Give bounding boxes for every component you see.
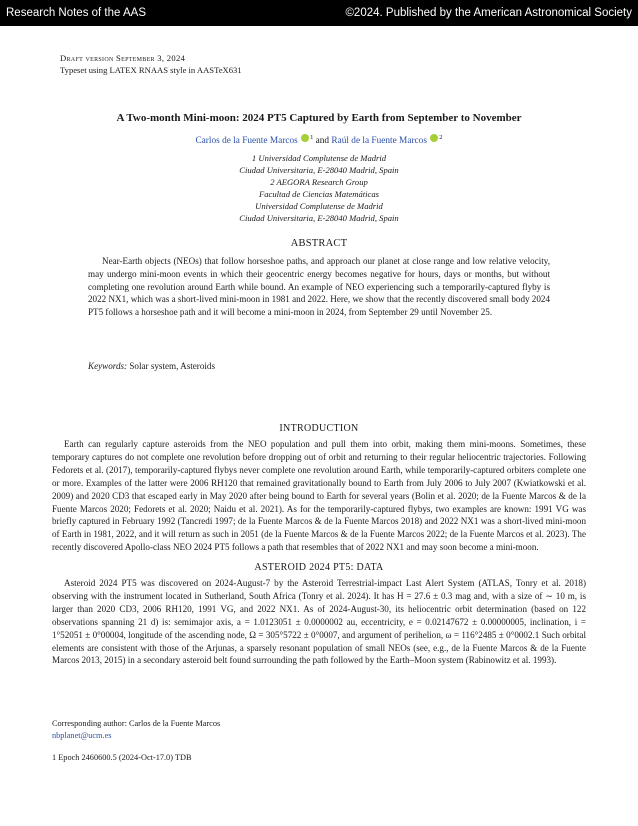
data-section-text: Asteroid 2024 PT5 was discovered on 2024-August-7 by the Asteroid Terrestrial-impact Last Alert System (ATLAS, Tonry et al. 2018) observing with the instrument located in Sutherland, South Africa (Tonry et al. 2024). It has H = 27.6 ± 0.3 mag and, with a size of ∼ 10 m, is larger than 2020 CD3, 2006 RH120, 1991 VG, and 2022 NX1. As of 2024-August-30, its heliocentric orbit determination (based on 122 observations spanning 21 d) is: semimajor axis, a = 1.0123051 ± 0.0000002 au, eccentricity, e = 0.02147672 ± 0.00000005, inclination, i = 1°52051 ± 0°00004, longitude of the ascending node, Ω = 305°5722 ± 0°0007, and argument of perihelion, ω = 116°2485 ± 0°0002.1 Such orbital elements are consistent with those of the Arjunas, a sparsely resonant population of small NEOs (see, e.g., de la Fuente Marcos & de la Fuente Marcos 2013, 2015) in a secondary asteroid belt found surrounding the path followed by the Earth–Moon system (Rabinowitz et al. 1993). xyxy=(52,578,586,666)
typeset-note: Typeset using LATEX RNAAS style in AASTeX631 xyxy=(60,65,242,75)
footnote: 1 Epoch 2460600.5 (2024-Oct-17.0) TDB xyxy=(52,753,192,762)
corresponding-author: Corresponding author: Carlos de la Fuente Marcos xyxy=(52,719,221,728)
orcid-icon[interactable] xyxy=(430,134,438,142)
abstract-heading: ABSTRACT xyxy=(290,238,348,249)
affiliation-line: Universidad Complutense de Madrid xyxy=(255,201,383,211)
intro-heading: INTRODUCTION xyxy=(279,423,359,434)
draft-info xyxy=(60,52,242,76)
author-1-link[interactable]: Carlos de la Fuente Marcos xyxy=(195,136,298,147)
author-line: Carlos de la Fuente Marcos $^1$ and Raúl de la Fuente Marcos $^2$ xyxy=(195,134,443,147)
copyright-notice: ©2024. Published by the American Astronomical Society xyxy=(345,7,632,19)
author-2-link[interactable]: Raúl de la Fuente Marcos xyxy=(331,136,427,147)
affiliation-line: 2 AEGORA Research Group xyxy=(270,177,368,187)
data-section-heading: ASTEROID 2024 PT5: DATA xyxy=(254,562,384,573)
affiliation-line: Ciudad Universitaria, E-28040 Madrid, Spain xyxy=(239,213,399,223)
paper-title: A Two-month Mini-moon: 2024 PT5 Captured by Earth from September to November xyxy=(116,112,522,124)
intro-text: Earth can regularly capture asteroids from the NEO population and pull them into orbit, making them mini-moons. Sometimes, these temporary captures do not complete one revolution before dropping out of orbit and returning to their regular heliocentric trajectories. Following Fedorets et al. (2017), temporarily-captured flybys never complete one revolution around Earth, while temporarily-captured orbiters complete one or more. Examples of the latter were 2006 RH120 that remained gravitationally bound to Earth from July 2006 to July 2007 (Kwiatkowski et al. 2009) and 2020 CD3 that escaped early in May 2020 after being bound to Earth for several years (Bolin et al. 2020; de la Fuente Marcos & de la Fuente Marcos 2020; Fedorets et al. 2020; Naidu et al. 2021). As for the temporarily-captured flybys, two examples are known: 1991 VG was briefly captured in February 1992 (Tancredi 1997; de la Fuente Marcos & de la Fuente Marcos 2018) and 2022 NX1 was a short-lived mini-moon of Earth in 1981, 2022, and it will return as such in 2051 (de la Fuente Marcos & de la Fuente Marcos 2022; de la Fuente Marcos et al. 2023). The recently discovered Apollo-class NEO 2024 PT5 follows a path that resembles that of 2022 NX1 and may soon become a mini-moon. xyxy=(52,439,586,553)
journal-banner xyxy=(0,0,638,26)
email-link[interactable]: nbplanet@ucm.es xyxy=(52,731,112,740)
keywords-label: Keywords: xyxy=(88,361,128,371)
keywords xyxy=(88,361,550,371)
draft-version: Draft version September 3, 2024 xyxy=(60,53,186,63)
journal-name: Research Notes of the AAS xyxy=(6,7,146,19)
abstract-text: Near-Earth objects (NEOs) that follow horseshoe paths, and approach our planet at close range and low relative velocity, may undergo mini-moon events in which their geocentric energy becomes negative for hours, days or months, but without completing one revolution around Earth while bound. An example of NEO experiencing such a temporarily-captured flyby is 2022 NX1, which was a short-lived mini-moon in 1981 and 2022. Here, we show that the recently discovered small body 2024 PT5 follows a horseshoe path and it will become a mini-moon in 2024, from September 29 until November 25. xyxy=(88,256,550,318)
author-conjunction: and xyxy=(315,136,330,147)
orcid-icon[interactable] xyxy=(301,134,309,142)
affiliation-line: 1 Universidad Complutense de Madrid xyxy=(251,153,387,163)
keywords-value: Solar system, Asteroids xyxy=(129,361,215,371)
affiliation-line: Ciudad Universitaria, E-28040 Madrid, Spain xyxy=(239,165,399,175)
affiliation-line: Facultad de Ciencias Matemáticas xyxy=(258,189,380,199)
affiliations xyxy=(40,152,598,224)
correspondence xyxy=(52,718,220,742)
